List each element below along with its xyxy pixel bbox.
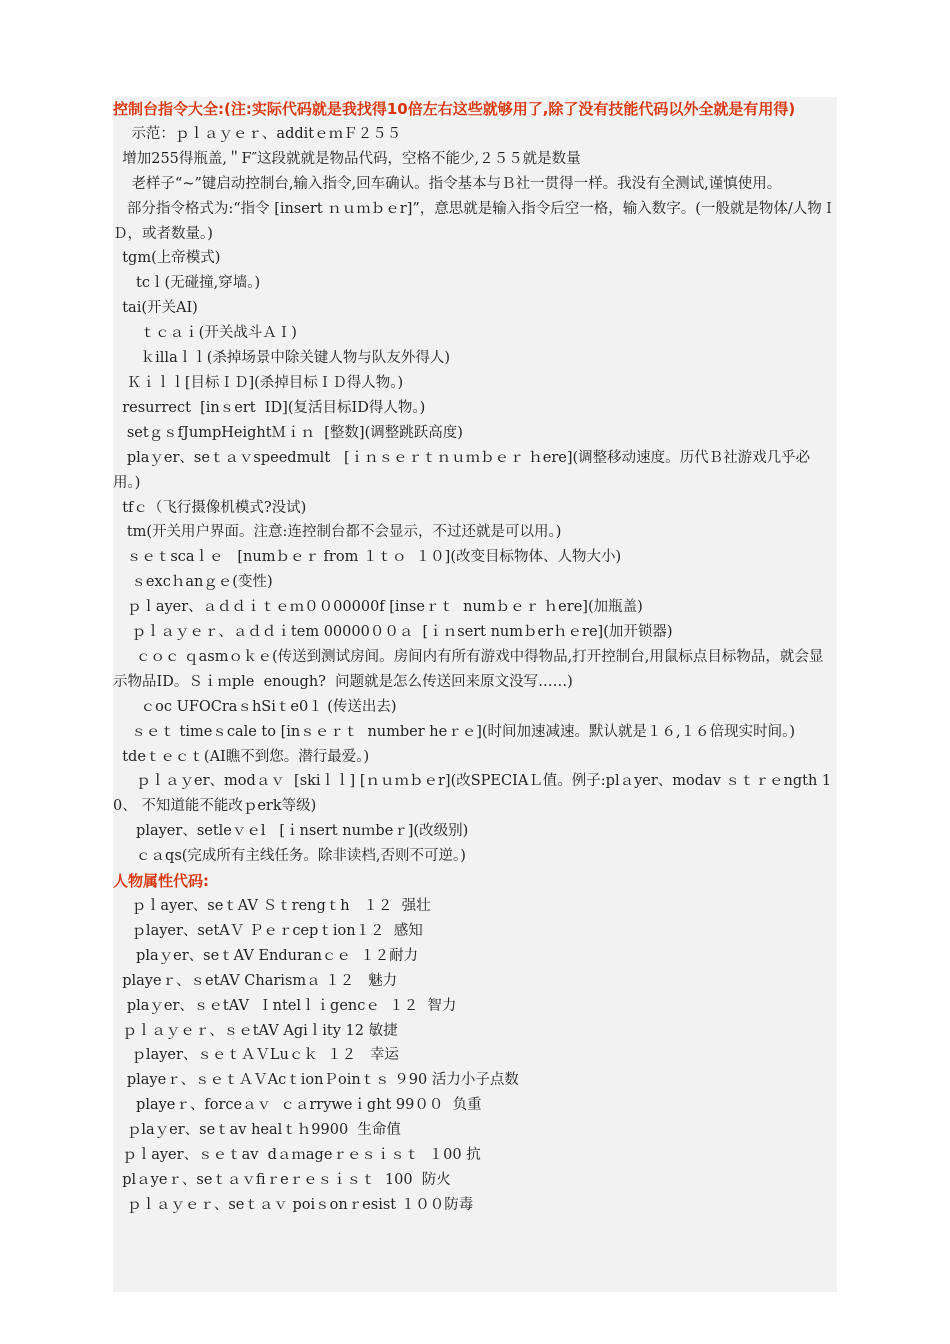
command-line: ｓｅｔ timeｓcale to [inｓｅｒｔ number heｒｅ](时间加速减速。默认就是１６,１６倍现实时间。) bbox=[113, 723, 796, 740]
command-line: ｐｌａｙer、modａｖ [skiｌｌ] [ｎｕｍｂｅr](改SPECIAＬ值。例子:plａyer、modav ｓｔｒｅngth 10、 不知道能不能改ｐerk等级) bbox=[113, 773, 832, 815]
command-line: Ｋｉｌｌ[目标ＩＤ](杀掉目标ＩＤ得人物。) bbox=[113, 374, 404, 391]
command-line: plaｙer、seｔａｖspeedmult [ｉｎｓｅｒｔｎｕｍｂｅｒ ｈere](调整移动速度。历代Ｂ社游戏几乎必用。) bbox=[113, 449, 811, 491]
command-line: player、setleｖｅl [ｉnsert nuｍbeｒ](改级别) bbox=[113, 823, 469, 840]
attribute-line: ｐｌａｙｅｒ、ｓｅtAV Agiｌity 12 敏捷 bbox=[113, 1022, 398, 1039]
command-line: 示范：ｐｌａｙｅｒ、additｅｍＦ２５５ bbox=[113, 125, 402, 142]
attribute-line: ｐlaｙer、seｔav healｔｈ9900 生命值 bbox=[113, 1122, 401, 1139]
document-title: 控制台指令大全:(注:实际代码就是我找得10倍左右这些就够用了,除了没有技能代码以外全就是有用得) bbox=[113, 100, 796, 118]
attribute-line: ｐｌayer、seｔAV Ｓｔrengｔh １２ 强壮 bbox=[113, 898, 431, 914]
attribute-command-list bbox=[113, 894, 837, 1218]
attribute-line: plaｙer、ｓｅtAV Ｉntelｌｉgencｅ １２ 智力 bbox=[113, 997, 457, 1014]
command-line: 老样子“~”键启动控制台,输入指令,回车确认。指令基本与Ｂ社一贯得一样。我没有全测试,谨慎使用。 bbox=[113, 175, 782, 192]
section-title-attributes: 人物属性代码: bbox=[113, 872, 209, 891]
command-line: tai(开关AI) bbox=[113, 300, 198, 317]
attribute-line: ｐｌａｙｅｒ、seｔａｖ poiｓonｒesist １００防毒 bbox=[113, 1196, 474, 1213]
attribute-line: playeｒ、forceａｖ ｃａrryweｉght 99００ 负重 bbox=[113, 1097, 482, 1114]
command-line: 部分指令格式为:“指令 [insert ｎｕｍｂｅr]”，意思就是输入指令后空一格，输入数字。(一般就是物体/人物ＩＤ，或者数量。) bbox=[113, 200, 837, 242]
attribute-line: ｐｌayer、ｓｅｔav dａｍageｒｅｓｉｓｔ １00 抗 bbox=[113, 1147, 481, 1164]
command-line: ｔｃａｉ(开关战斗ＡＩ) bbox=[113, 325, 297, 342]
attribute-line: ｐlayer、ｓｅｔＡＶLuｃｋ １２ 幸运 bbox=[113, 1047, 399, 1064]
command-line: ｃoc UFOCraｓhSiｔe0１ (传送出去) bbox=[113, 698, 397, 715]
command-line: ｋillaｌｌ(杀掉场景中除关键人物与队友外得人) bbox=[113, 350, 451, 367]
attribute-line: plaｙer、seｔAV Enduranｃｅ １２耐力 bbox=[113, 947, 419, 964]
attribute-line: playeｒ、ｓｅｔＡＶAcｔionＰoinｔｓ ９90 活力小子点数 bbox=[113, 1072, 519, 1089]
command-line: ｐｌayer、ａｄｄｉｔｅｍ００00000f [inseｒｔ numｂｅｒ ｈere](加瓶盖) bbox=[113, 599, 643, 616]
command-line: tgm(上帝模式) bbox=[113, 250, 221, 267]
command-line: setｇｓfJumpHeightＭｉｎ [整数](调整跳跃高度) bbox=[113, 424, 463, 441]
command-line: ｓｅｔscaｌｅ [numｂｅｒ from １ｔｏ １０](改变目标物体、人物大小) bbox=[113, 549, 622, 566]
command-list bbox=[113, 122, 837, 869]
attribute-line: playeｒ、ｓetAV Charismａ １２ 魅力 bbox=[113, 972, 398, 989]
command-line: 增加255得瓶盖,＂F″这段就就是物品代码，空格不能少,２５５就是数量 bbox=[113, 150, 581, 167]
command-line: tfｃ（飞行摄像机模式?没试) bbox=[113, 499, 307, 516]
document-body bbox=[113, 97, 837, 1218]
attribute-line: ｐlayer、setAＶ Ｐｅｒcepｔion１２ 感知 bbox=[113, 922, 423, 939]
command-line: tdeｔｅｃｔ(AI瞧不到您。潜行最爱。) bbox=[113, 748, 370, 765]
command-line: tcｌ(无碰撞,穿墙。) bbox=[113, 275, 261, 292]
command-line: ｃａqs(完成所有主线任务。除非读档,否则不可逆。) bbox=[113, 848, 466, 865]
command-line: resurrect [inｓert ID](复活目标ID得人物。) bbox=[113, 399, 426, 416]
command-line: ｓexcｈanｇｅ(变性) bbox=[113, 574, 273, 591]
command-line: tm(开关用户界面。注意:连控制台都不会显示，不过还就是可以用。) bbox=[113, 524, 562, 541]
attribute-line: plａyeｒ、seｔａｖfiｒeｒｅｓｉｓｔ 100 防火 bbox=[113, 1171, 451, 1188]
command-line: ｃｏｃ ｑasmｏｋｅ(传送到测试房间。房间内有所有游戏中得物品,打开控制台,用鼠标点目标物品，就会显示物品ID。Ｓｉｍple enough? 问题就是怎么传送回来原文没写……) bbox=[113, 648, 824, 690]
command-line: ｐｌａｙｅｒ、ａｄｄｉtem 00000００ａ [ｉｎsert numｂerｈｅre](加开锁器) bbox=[113, 624, 673, 641]
